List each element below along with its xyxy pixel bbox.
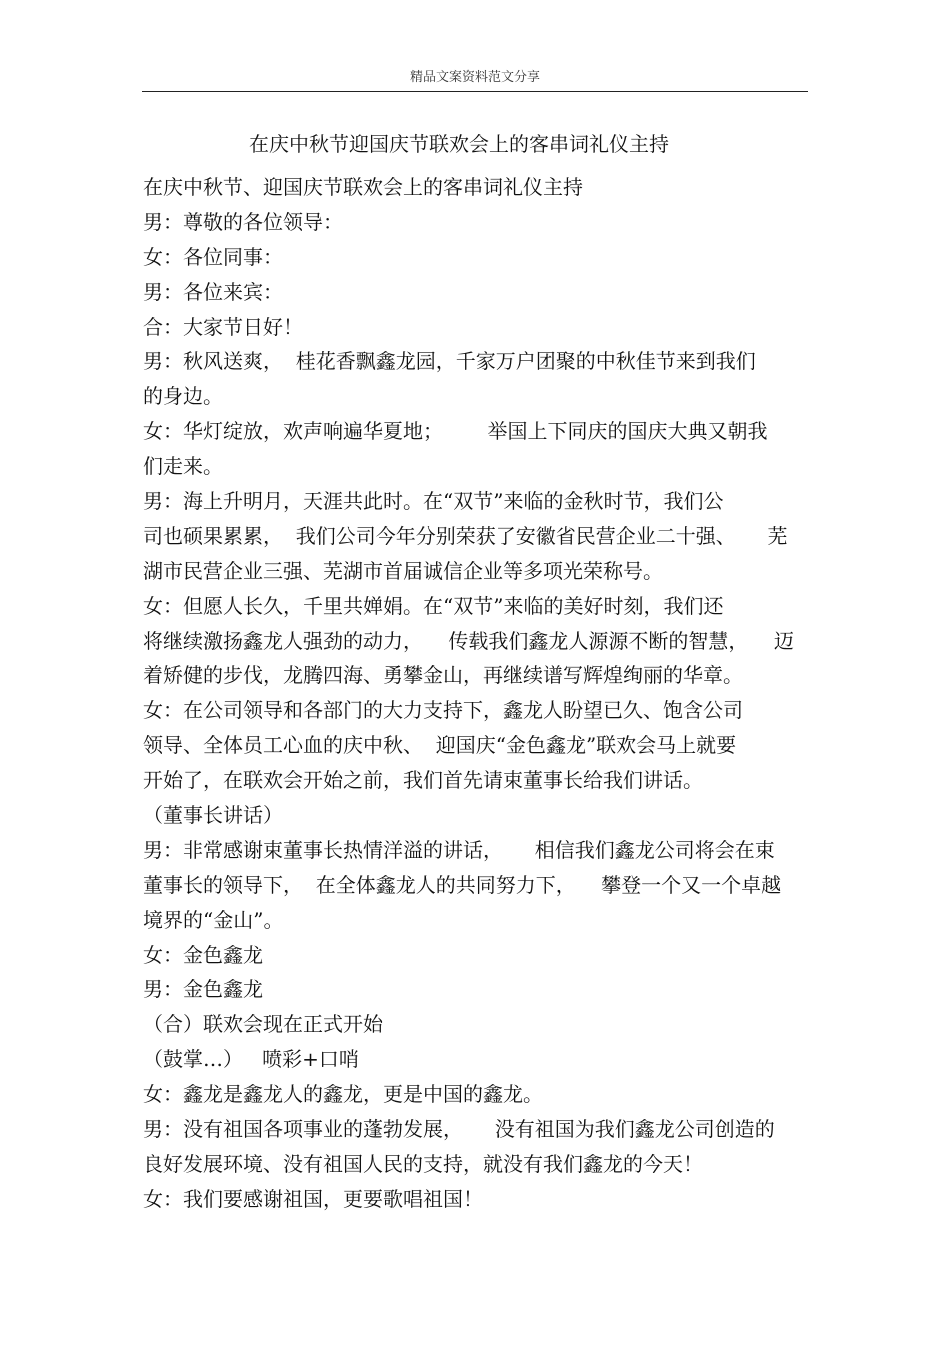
text-line: 们走来。: [143, 454, 223, 479]
text-line: 司也硕果累累， 我们公司今年分别荣获了安徽省民营企业二十强、 芜: [143, 523, 788, 548]
text-line: 合：大家节日好！: [143, 314, 303, 339]
text-line: 女：在公司领导和各部门的大力支持下，鑫龙人盼望已久、饱含公司: [143, 698, 743, 723]
text-line: 开始了，在联欢会开始之前，我们首先请束董事长给我们讲话。: [143, 768, 703, 793]
text-line: 男：各位来宾：: [143, 279, 283, 304]
text-line: 男：没有祖国各项事业的蓬勃发展， 没有祖国为我们鑫龙公司创造的: [143, 1117, 775, 1142]
text-line: 女：鑫龙是鑫龙人的鑫龙，更是中国的鑫龙。: [143, 1082, 543, 1107]
text-line: 女：华灯绽放，欢声响遍华夏地； 举国上下同庆的国庆大典又朝我: [143, 419, 768, 444]
text-line: （合）联欢会现在正式开始: [143, 1012, 383, 1037]
text-line: 男：尊敬的各位领导：: [143, 209, 343, 234]
text-line: 良好发展环境、没有祖国人民的支持，就没有我们鑫龙的今天！: [143, 1151, 703, 1176]
page-header: 精品文案资料范文分享: [409, 70, 540, 85]
text-line: 女：金色鑫龙: [143, 942, 263, 967]
text-line: 董事长的领导下， 在全体鑫龙人的共同努力下， 攀登一个又一个卓越: [143, 872, 782, 897]
text-line: （董事长讲话）: [143, 803, 283, 828]
text-line: 女：但愿人长久，千里共婵娟。在“双节”来临的美好时刻，我们还: [143, 593, 724, 618]
text-line: 湖市民营企业三强、芜湖市首届诚信企业等多项光荣称号。: [143, 558, 663, 583]
text-line: 在庆中秋节、迎国庆节联欢会上的客串词礼仪主持: [143, 175, 583, 199]
text-line: 男：金色鑫龙: [143, 977, 263, 1002]
document-title: 在庆中秋节迎国庆节联欢会上的客串词礼仪主持: [249, 132, 669, 156]
document-body: [143, 170, 813, 1217]
text-line: （鼓掌…） 喷彩+口哨: [143, 1047, 359, 1072]
text-line: 领导、全体员工心血的庆中秋、 迎国庆“金色鑫龙”联欢会马上就要: [143, 733, 737, 758]
text-line: 男：秋风送爽， 桂花香飘鑫龙园，千家万户团聚的中秋佳节来到我们: [143, 349, 756, 374]
text-line: 的身边。: [143, 384, 223, 409]
text-line: 女：我们要感谢祖国，更要歌唱祖国！: [143, 1186, 483, 1211]
text-line: 境界的“金山”。: [143, 907, 284, 932]
text-line: 男：海上升明月，天涯共此时。在“双节”来临的金秋时节，我们公: [143, 489, 724, 514]
text-line: 男：非常感谢束董事长热情洋溢的讲话， 相信我们鑫龙公司将会在束: [143, 837, 775, 862]
text-line: 着矫健的步伐，龙腾四海、勇攀金山，再继续谱写辉煌绚丽的华章。: [143, 663, 743, 688]
text-line: 将继续激扬鑫龙人强劲的动力， 传载我们鑫龙人源源不断的智慧， 迈: [143, 628, 794, 653]
header-divider: [142, 91, 808, 92]
text-line: 女：各位同事：: [143, 244, 283, 269]
